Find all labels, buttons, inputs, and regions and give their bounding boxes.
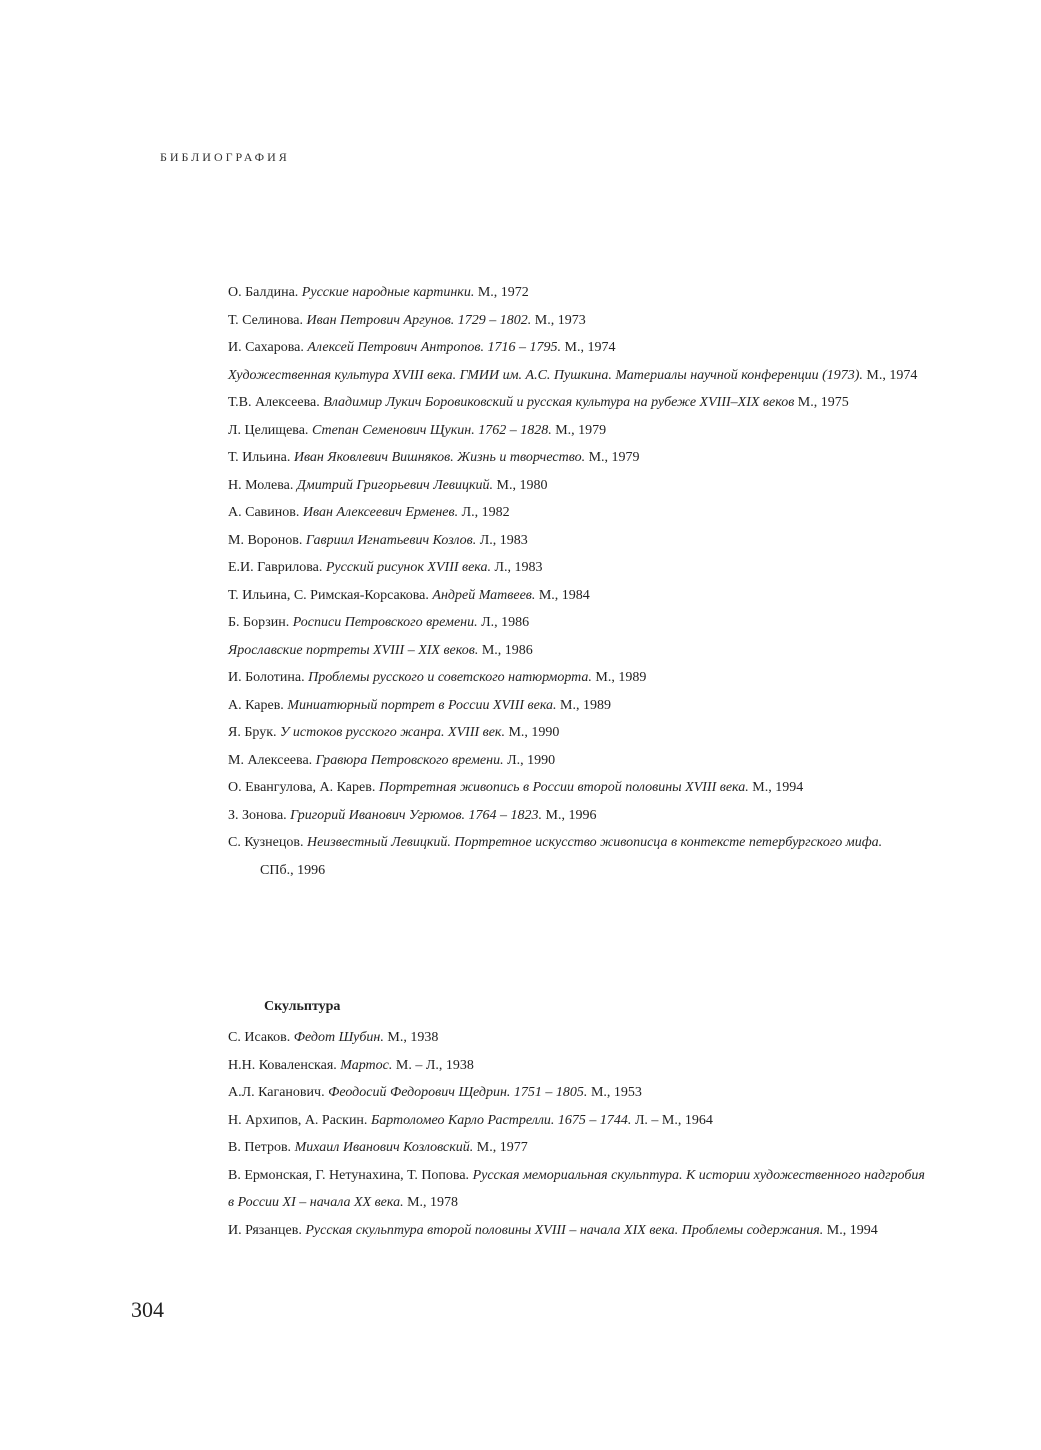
- reference-title: Алексей Петрович Антропов. 1716 – 1795.: [307, 340, 562, 355]
- reference-title: Дмитрий Григорьевич Левицкий.: [296, 477, 494, 493]
- reference-imprint: М., 1980: [493, 477, 548, 493]
- reference-imprint: М., 1989: [591, 670, 647, 685]
- reference-author: И. Рязанцев.: [228, 1222, 306, 1238]
- reference-title: Росписи Петровского времени.: [292, 615, 478, 630]
- reference-title: Федот Шубин.: [293, 1030, 384, 1045]
- reference-title: Степан Семенович Щукин. 1762 – 1828.: [311, 422, 552, 438]
- reference-entry: [228, 829, 918, 884]
- reference-imprint: М., 1974: [862, 367, 918, 383]
- reference-title: У истоков русского жанра. XVIII век.: [280, 725, 505, 740]
- reference-title: Иван Петрович Аргунов. 1729 – 1802.: [306, 312, 532, 328]
- reference-imprint: М., 1953: [587, 1085, 642, 1100]
- reference-title: Владимир Лукич Боровиковский и русская культура на рубеже XVIII–XIX веков: [323, 395, 795, 410]
- reference-author: Б. Борзин.: [228, 615, 293, 630]
- reference-imprint: М., 1979: [585, 450, 640, 465]
- reference-title: Иван Алексеевич Ерменев.: [302, 505, 459, 520]
- reference-title: Портретная живопись в России второй половины XVIII века.: [378, 780, 749, 795]
- reference-author: С. Кузнецов.: [228, 835, 307, 850]
- reference-author: Т.В. Алексеева.: [228, 395, 324, 410]
- running-header: БИБЛИОГРАФИЯ: [160, 150, 290, 164]
- reference-author: Т. Ильина, С. Римская-Корсакова.: [228, 587, 433, 603]
- reference-imprint: М., 1986: [478, 642, 533, 658]
- reference-author: Т. Селинова.: [228, 312, 307, 328]
- reference-author: В. Ермонская, Г. Нетунахина, Т. Попова.: [228, 1167, 473, 1183]
- reference-title: Миниатюрный портрет в России XVIII века.: [287, 697, 557, 713]
- reference-imprint: М., 1973: [531, 312, 586, 328]
- reference-author: Т. Ильина.: [228, 450, 294, 465]
- reference-entry: [228, 527, 918, 555]
- reference-entry: [228, 774, 918, 802]
- reference-imprint: М., 1975: [794, 395, 849, 410]
- sculpture-reference-list: [228, 1024, 928, 1244]
- reference-entry: [228, 747, 918, 775]
- reference-entry: [228, 637, 918, 665]
- reference-imprint: М., 1990: [504, 725, 560, 740]
- reference-title: Бартоломео Карло Растрелли. 1675 – 1744.: [370, 1112, 632, 1128]
- reference-imprint: Л. – М., 1964: [631, 1112, 713, 1128]
- reference-imprint: Л., 1983: [491, 560, 543, 575]
- reference-imprint: М., 1989: [556, 697, 611, 713]
- reference-imprint: М., 1938: [383, 1030, 439, 1045]
- reference-title: Гравюра Петровского времени.: [315, 752, 504, 768]
- reference-title: Русская скульптура второй половины XVIII – начала XIX века. Проблемы содержания.: [305, 1222, 824, 1238]
- reference-author: А.Л. Каганович.: [228, 1085, 329, 1100]
- reference-imprint: М., 1994: [823, 1222, 878, 1238]
- reference-imprint: М., 1972: [474, 285, 529, 300]
- reference-author: Н. Архипов, А. Раскин.: [228, 1112, 371, 1128]
- reference-entry: [228, 334, 918, 362]
- reference-title: Русский рисунок XVIII века.: [325, 560, 492, 575]
- reference-entry: [228, 1052, 928, 1080]
- reference-author: Я. Брук.: [228, 725, 280, 740]
- reference-imprint: Л., 1986: [477, 615, 530, 630]
- reference-title: Андрей Матвеев.: [432, 587, 536, 603]
- reference-imprint: Л., 1983: [476, 532, 528, 548]
- reference-title: Русские народные картинки.: [301, 285, 475, 300]
- section-title: Скульптура: [264, 999, 341, 1014]
- reference-entry: [228, 802, 918, 830]
- reference-title: Гавриил Игнатьевич Козлов.: [305, 532, 477, 548]
- reference-entry: [228, 1024, 928, 1052]
- reference-author: М. Алексеева.: [228, 752, 316, 768]
- reference-author: С. Исаков.: [228, 1030, 294, 1045]
- reference-entry: [228, 719, 918, 747]
- reference-entry: [228, 609, 918, 637]
- reference-title: Феодосий Федорович Щедрин. 1751 – 1805.: [328, 1085, 588, 1100]
- reference-author: Л. Целищева.: [228, 422, 312, 438]
- reference-title: Русская мемориальная скульптура. К истории художественного надгробия в России XI – начала XX века.: [228, 1167, 925, 1210]
- reference-author: В. Петров.: [228, 1140, 295, 1155]
- reference-entry: [228, 692, 918, 720]
- reference-entry: [228, 362, 918, 390]
- reference-title: Мартос.: [340, 1057, 393, 1073]
- reference-title: Иван Яковлевич Вишняков. Жизнь и творчество.: [293, 450, 586, 465]
- reference-entry: [228, 582, 918, 610]
- reference-author: О. Балдина.: [228, 285, 302, 300]
- reference-imprint: М., 1984: [535, 587, 590, 603]
- reference-imprint: М., 1974: [561, 340, 616, 355]
- reference-entry: [228, 307, 918, 335]
- reference-author: Е.И. Гаврилова.: [228, 560, 326, 575]
- reference-author: И. Болотина.: [228, 670, 309, 685]
- reference-entry: [228, 1107, 928, 1135]
- reference-imprint: М., 1979: [551, 422, 607, 438]
- reference-entry: [228, 472, 918, 500]
- reference-author: А. Карев.: [228, 697, 288, 713]
- reference-title: Ярославские портреты XVIII – XIX веков.: [228, 642, 479, 658]
- reference-imprint: СПб., 1996: [260, 862, 326, 878]
- reference-entry: [228, 389, 918, 417]
- reference-entry: [228, 499, 918, 527]
- reference-title: Проблемы русского и советского натюрморта.: [308, 670, 592, 685]
- reference-imprint: М. – Л., 1938: [392, 1057, 474, 1073]
- reference-author: И. Сахарова.: [228, 340, 308, 355]
- reference-entry: [228, 444, 918, 472]
- reference-entry: [228, 1134, 928, 1162]
- reference-imprint: М., 1978: [403, 1195, 459, 1210]
- reference-imprint: М., 1996: [542, 807, 597, 823]
- reference-entry: [228, 664, 918, 692]
- reference-imprint: Л., 1990: [503, 752, 556, 768]
- reference-title: Неизвестный Левицкий. Портретное искусство живописца в контексте петербургского мифа.: [306, 835, 883, 850]
- reference-entry: [228, 1217, 928, 1245]
- reference-imprint: Л., 1982: [458, 505, 510, 520]
- reference-entry: [228, 1079, 928, 1107]
- reference-author: А. Савинов.: [228, 505, 303, 520]
- reference-entry: [228, 279, 918, 307]
- reference-imprint: М., 1994: [748, 780, 804, 795]
- reference-list: [228, 279, 918, 884]
- reference-author: М. Воронов.: [228, 532, 306, 548]
- reference-title: Художественная культура XVIII века. ГМИИ им. А.С. Пушкина. Материалы научной конференции (1973).: [228, 367, 863, 383]
- reference-title: Григорий Иванович Угрюмов. 1764 – 1823.: [290, 807, 543, 823]
- reference-author: Н.Н. Коваленская.: [228, 1057, 341, 1073]
- reference-imprint: М., 1977: [473, 1140, 528, 1155]
- reference-author: З. Зонова.: [228, 807, 291, 823]
- page-number: 304: [131, 1297, 164, 1322]
- reference-entry: [228, 1162, 928, 1217]
- reference-entry: [228, 417, 918, 445]
- reference-entry: [228, 554, 918, 582]
- reference-author: Н. Молева.: [228, 477, 297, 493]
- reference-title: Михаил Иванович Козловский.: [294, 1140, 474, 1155]
- reference-author: О. Евангулова, А. Карев.: [228, 780, 379, 795]
